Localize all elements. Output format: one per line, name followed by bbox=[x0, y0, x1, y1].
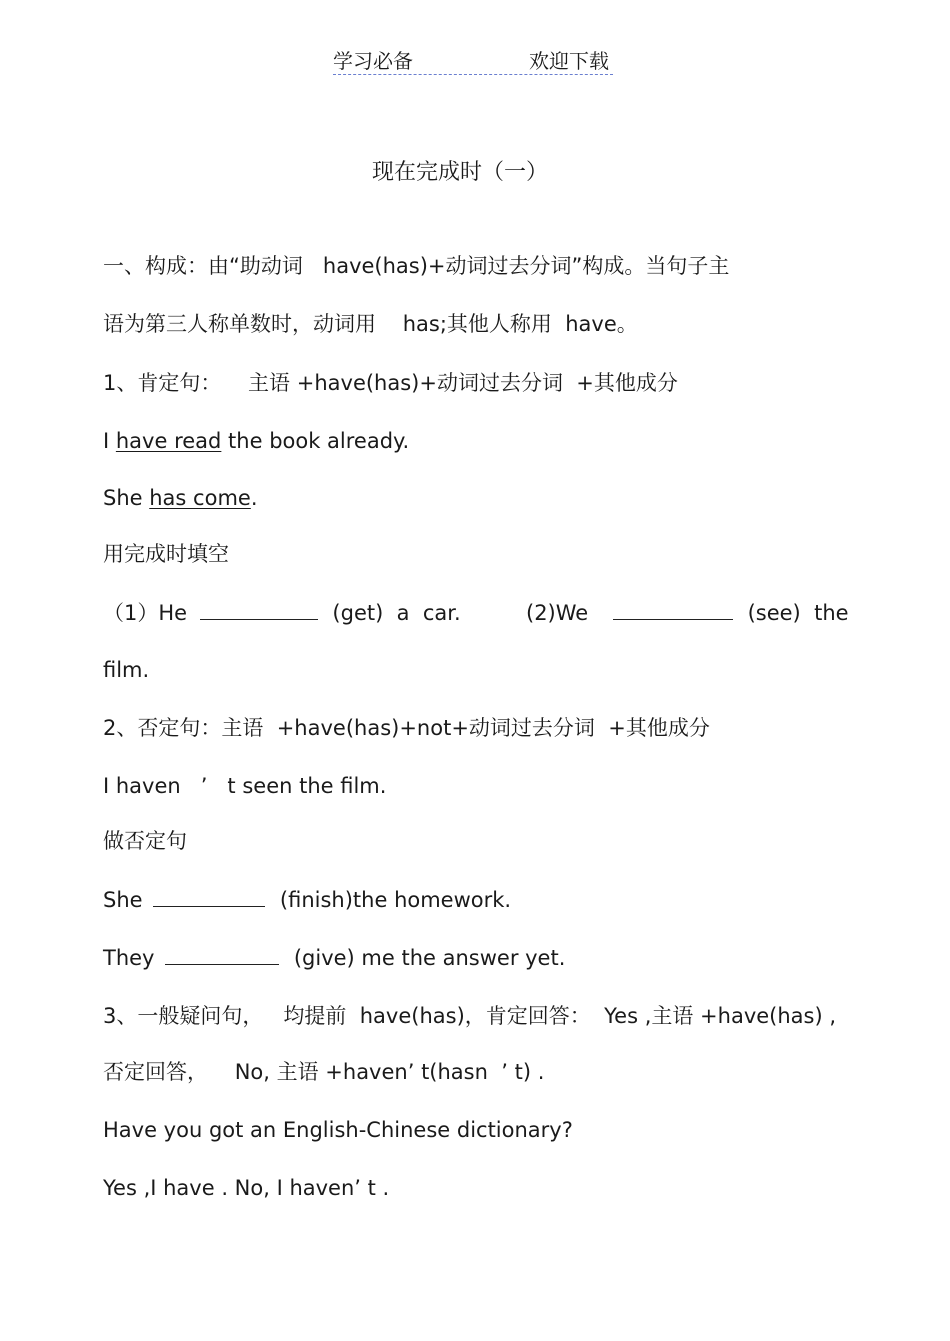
example-text: She bbox=[103, 486, 150, 510]
underlined-verb: has come bbox=[149, 486, 251, 510]
negative-rule: 2、否定句：主语 +have(has)+not+动词过去分词 +其他成分 bbox=[103, 716, 710, 740]
intro-line-2: 语为第三人称单数时，动词用 has;其他人称用 have。 bbox=[103, 312, 638, 336]
negative-example: I haven ’ t seen the film. bbox=[103, 774, 387, 798]
question-example: Have you got an English-Chinese dictionary? bbox=[103, 1118, 573, 1142]
question-rule-1: 3、一般疑问句， 均提前 have(has)，肯定回答： Yes ,主语 +have(has) , bbox=[103, 1004, 837, 1028]
exercise-prompt: (finish)the homework. bbox=[273, 888, 512, 912]
exercise-prompt: （1）He bbox=[103, 601, 194, 625]
affirmative-rule: 1、肯定句： 主语 +have(has)+动词过去分词 +其他成分 bbox=[103, 371, 678, 395]
exercise-prompt: (2)We bbox=[526, 601, 595, 625]
answer-blank[interactable] bbox=[165, 944, 279, 965]
exercise-prompt: They bbox=[103, 946, 162, 970]
exercise-prompt: (see) the bbox=[740, 601, 849, 625]
header-left: 学习必备 bbox=[333, 49, 413, 73]
question-answer: Yes ,I have . No, I haven’ t . bbox=[103, 1176, 390, 1200]
underlined-verb: have read bbox=[115, 429, 222, 453]
question-rule-2: 否定回答， No, 主语 +haven’ t(hasn ’ t) . bbox=[103, 1060, 545, 1084]
exercise-prompt: (give) me the answer yet. bbox=[287, 946, 566, 970]
exercise-2 bbox=[526, 599, 849, 627]
example-text: I bbox=[103, 429, 116, 453]
page-header bbox=[0, 46, 950, 78]
exercise-1 bbox=[103, 599, 461, 627]
negative-task: 做否定句 bbox=[103, 829, 187, 853]
answer-blank[interactable] bbox=[200, 599, 318, 620]
answer-blank[interactable] bbox=[153, 886, 265, 907]
page-title: 现在完成时（一） bbox=[371, 160, 548, 185]
header-right: 欢迎下载 bbox=[529, 49, 609, 73]
negative-exercise-2 bbox=[103, 944, 565, 972]
example-text: . bbox=[250, 486, 258, 510]
header-dashed-rule bbox=[333, 74, 613, 75]
exercise-prompt: (get) a car. bbox=[325, 601, 461, 625]
affirmative-example-1 bbox=[103, 427, 409, 455]
negative-exercise-1 bbox=[103, 886, 511, 914]
example-text: the book already. bbox=[221, 429, 410, 453]
exercise-prompt: She bbox=[103, 888, 150, 912]
intro-line-1: 一、构成：由“助动词 have(has)+动词过去分词”构成。当句子主 bbox=[103, 254, 730, 278]
exercise-2-continued: film. bbox=[103, 658, 150, 682]
affirmative-example-2 bbox=[103, 484, 258, 512]
affirmative-task: 用完成时填空 bbox=[103, 542, 229, 566]
answer-blank[interactable] bbox=[613, 599, 733, 620]
